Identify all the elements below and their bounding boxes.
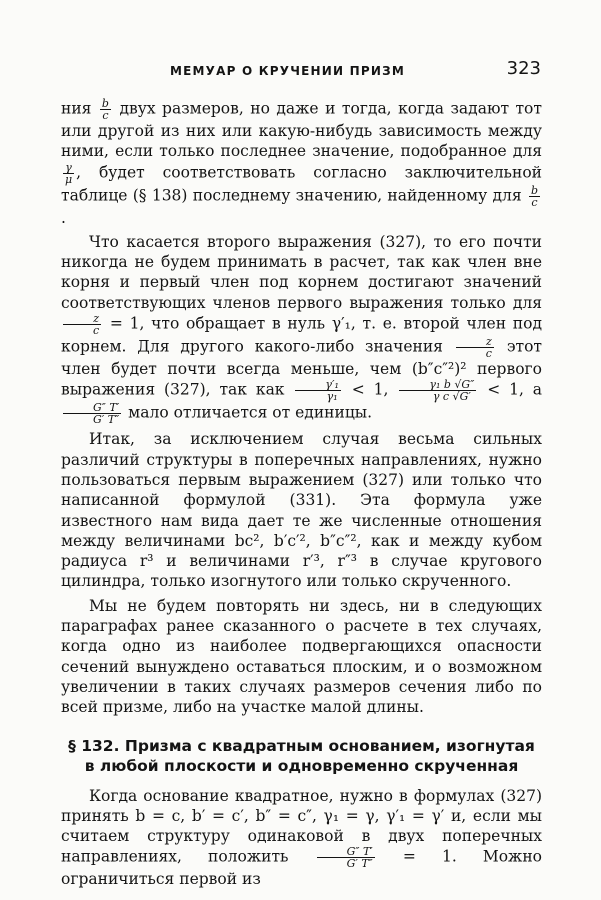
text-run: = 1, что обращает в нуль γ′₁, т. е. второй член под корнем. Для другого какого-либо значения bbox=[61, 314, 542, 356]
fraction-gamma1-prime-over-gamma1: $\frac{\text{γ′₁}}{\text{γ₁}}$ bbox=[295, 379, 340, 402]
text-run: = 1. Можно ограничиться первой из bbox=[61, 847, 542, 889]
text-run: < 1, bbox=[351, 380, 389, 399]
section-heading-line-2: в любой плоскости и одновременно скрученная bbox=[84, 756, 519, 775]
paragraph-3: Итак, за исключением случая весьма сильных различий структуры в поперечных направлениях, нужно пользоваться первым выражением (327) или только что написанной формулой (331). Эта формула уже известного нам вида дает те же численные отношения между величинами bc², b′c′², b″c″², как и между кубом радиуса r³ и величинами r′³, r″³ в случае кругового цилиндра, только изогнутого или только скрученного. bbox=[61, 430, 542, 591]
text-run: , будет соответствовать согласно заключительной таблице (§ 138) последнему значению, найденному для bbox=[61, 163, 542, 205]
page-number: 323 bbox=[506, 58, 541, 79]
paragraph-1 bbox=[61, 98, 542, 228]
paragraph-4: Мы не будем повторять ни здесь, ни в следующих параграфах ранее сказанного о расчете в тех случаях, когда одно из наиболее подвергающихся опасности сечений вынуждено оставаться плоским, и о возможном увеличении в таких случаях размеров сечения либо по всей призме, либо на участке малой длины. bbox=[61, 596, 542, 717]
section-heading bbox=[61, 736, 542, 776]
fraction-gamma-over-mu: $\frac{\gamma}{\mu}$ bbox=[65, 160, 73, 186]
fraction-z-over-c: $\frac{z}{c}$ bbox=[456, 336, 494, 359]
fraction-g-t-ratio: $\frac{G'' T'}{G' T''}$ bbox=[317, 846, 375, 869]
fraction-b-over-c: $\frac{b}{c}$ bbox=[101, 97, 109, 122]
text-run: этот член будет почти всегда меньше, чем (b″c″²)² первого выражения (327), так как bbox=[61, 337, 542, 399]
fraction-b-over-c: $\frac{b}{c}$ bbox=[530, 183, 539, 209]
text-run: < 1, а bbox=[487, 380, 543, 399]
text-run: Когда основание квадратное, нужно в формулах (327) принять b = c, b′ = c′, b″ = c″, γ₁ = γ, γ′₁ = γ′ и, если мы считаем структуру одинаковой в двух поперечных направлениях, положить bbox=[61, 786, 542, 866]
page-header bbox=[0, 58, 601, 84]
paragraph-5 bbox=[61, 786, 542, 890]
body-text bbox=[61, 98, 542, 890]
text-run: двух размеров, но даже и тогда, когда задают тот или другой из них или какую-нибудь зависимость между ними, если только последнее значение, подобранное для bbox=[61, 99, 542, 161]
section-heading-line-1: § 132. Призма с квадратным основанием, изогнутая bbox=[68, 736, 535, 755]
running-title: МЕМУАР О КРУЧЕНИИ ПРИЗМ bbox=[170, 64, 405, 78]
paragraph-2 bbox=[61, 232, 542, 425]
fraction-g-t-ratio: $\frac{G'' T'}{G' T''}$ bbox=[63, 402, 121, 425]
fraction-z-over-c: $\frac{z}{c}$ bbox=[63, 313, 101, 336]
text-run: Что касается второго выражения (327), то его почти никогда не будем принимать в расчет, так как член вне корня и первый член под корнем достигают значений соответствующих членов первого выражения только для bbox=[61, 232, 542, 312]
text-run: . bbox=[61, 208, 66, 227]
fraction-root-g-ratio: $\frac{\text{γ₁ b √G″}}{\text{γ c √G′}}$ bbox=[399, 379, 476, 402]
text-run: ния bbox=[61, 99, 92, 118]
text-run: мало отличается от единицы. bbox=[128, 403, 373, 422]
